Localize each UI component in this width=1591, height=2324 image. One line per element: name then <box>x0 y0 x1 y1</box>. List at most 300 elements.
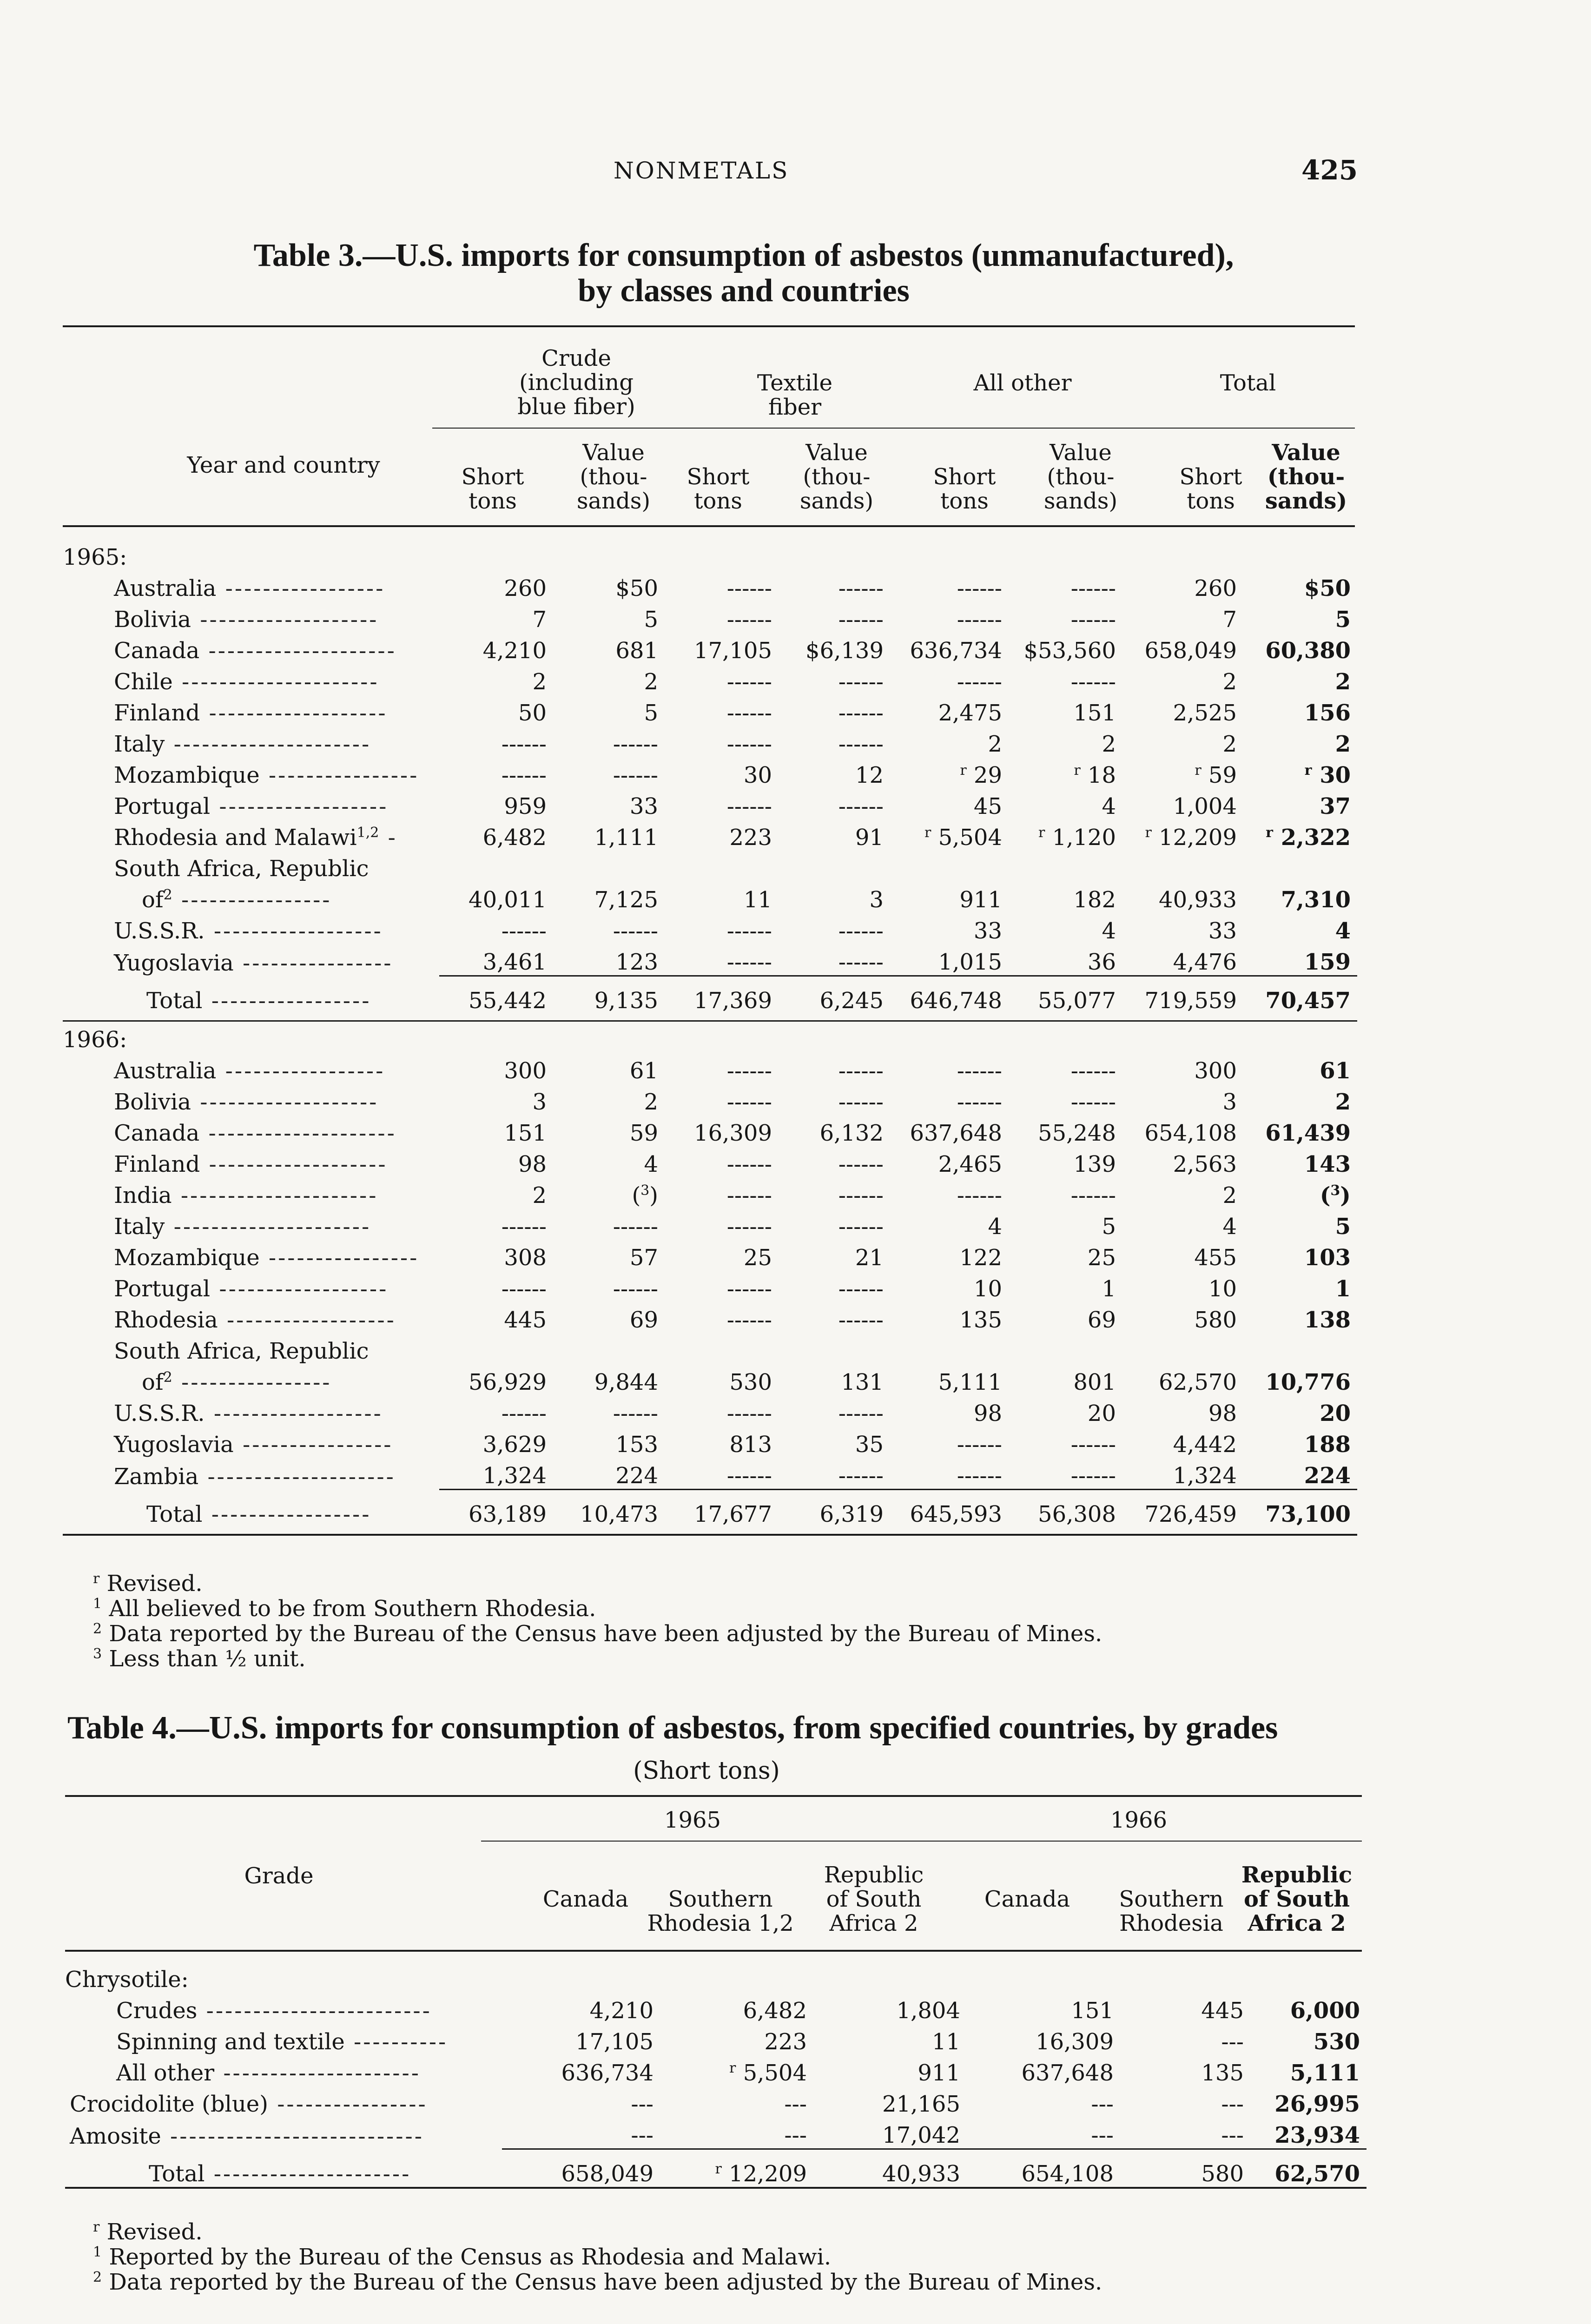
cell: ------ <box>1070 1089 1116 1115</box>
table3-title-line1: Table 3.—U.S. imports for consumption of asbestos (unmanufactured), <box>253 238 1234 273</box>
country-name: Finland <box>114 700 200 726</box>
cell <box>1122 757 1243 788</box>
cell: 308 <box>504 1245 547 1271</box>
cell <box>1122 819 1243 851</box>
total-cell: 719,559 <box>1122 976 1243 1014</box>
cell-number: 30 <box>1320 762 1351 788</box>
country-label <box>63 788 439 819</box>
country-label <box>63 633 439 664</box>
table-row <box>65 1993 1367 2024</box>
leader-dots: --------------------- <box>165 731 371 757</box>
table-row-continued <box>63 1333 1357 1364</box>
empty-cell <box>1009 1021 1122 1053</box>
cell: 56,929 <box>469 1369 547 1395</box>
cell: 2 <box>988 731 1002 757</box>
cell: 260 <box>504 575 547 601</box>
cell: 61 <box>629 1058 658 1084</box>
revised-mark: r <box>729 2060 736 2076</box>
cell: ------ <box>613 762 658 788</box>
cell: ------ <box>726 700 772 726</box>
total-cell: 646,748 <box>890 976 1009 1014</box>
country-label <box>63 1177 439 1208</box>
cell: 16,309 <box>694 1120 772 1146</box>
leader-dots: ------------------- <box>191 607 379 633</box>
country-label <box>63 664 439 695</box>
country-name: Australia <box>114 1058 217 1084</box>
leader-dots: ---------------- <box>172 1369 332 1395</box>
table-row <box>65 2086 1367 2117</box>
country-label <box>63 601 439 633</box>
country-name: Bolivia <box>114 607 191 633</box>
footnote-line <box>93 1596 1102 1621</box>
cell: 122 <box>959 1245 1002 1271</box>
cell: 98 <box>1208 1400 1237 1426</box>
leader-dots: -------------------- <box>199 638 396 664</box>
cell: 2,525 <box>1173 700 1237 726</box>
country-label <box>63 851 439 882</box>
cell: 35 <box>855 1432 884 1458</box>
leader-dots: ---------------- <box>268 2091 428 2117</box>
cell: ------ <box>726 575 772 601</box>
table3-title <box>139 238 1348 309</box>
leader-dots: -------------------- <box>199 1120 396 1146</box>
leader-dots: ----------------- <box>202 988 371 1014</box>
table3-footnotes <box>93 1571 1102 1671</box>
cell: ------ <box>838 1151 884 1177</box>
country-name: Finland <box>114 1151 200 1177</box>
leader-dots: --------------------- <box>172 1182 378 1208</box>
footnote-text: Data reported by the Bureau of the Census have been adjusted by the Bureau of Mines. <box>109 2269 1102 2295</box>
empty-cell <box>890 1021 1009 1053</box>
table3-title-line2: by classes and countries <box>578 273 910 309</box>
t4-header-1965: 1965 <box>664 1807 721 1833</box>
cell: ------ <box>838 1307 884 1333</box>
footnote-line <box>93 2219 1102 2245</box>
t4-header-canada-1965: Canada <box>542 1886 629 1912</box>
total-cell: 73,100 <box>1243 1490 1357 1528</box>
cell: ------ <box>726 1276 772 1302</box>
footnote-line <box>93 2245 1102 2270</box>
footnote-mark: 2 <box>93 2269 102 2285</box>
grade-label <box>65 2117 502 2149</box>
total-label <box>63 1490 439 1528</box>
cell: 1 <box>1102 1276 1116 1302</box>
cell: 2 <box>1335 669 1351 695</box>
cell: 445 <box>1201 1998 1244 2024</box>
cell: 2 <box>532 1182 547 1208</box>
year-row <box>63 539 1357 570</box>
footnote-text: Revised. <box>106 1571 203 1597</box>
table-row <box>63 1084 1357 1115</box>
cell: ------ <box>1070 1432 1116 1458</box>
cell: 4 <box>1222 1214 1237 1240</box>
total-cell: 62,570 <box>1250 2149 1367 2188</box>
leader-dots: - <box>379 825 397 851</box>
cell: 159 <box>1304 949 1351 975</box>
total-cell: 726,459 <box>1122 1490 1243 1528</box>
cell: 25 <box>1087 1245 1116 1271</box>
cell: ------ <box>726 607 772 633</box>
cell: 5,111 <box>938 1369 1002 1395</box>
cell: 91 <box>855 825 884 851</box>
grade-name: Spinning and textile <box>116 2029 345 2055</box>
cell: ------ <box>501 762 547 788</box>
leader-dots: --------------------- <box>165 1214 371 1240</box>
grade-label <box>65 1993 502 2024</box>
cell: 223 <box>729 825 772 851</box>
cell: ($^3$) <box>1320 1182 1351 1208</box>
leader-dots: ---------- <box>344 2029 448 2055</box>
cell: 6,482 <box>482 825 547 851</box>
table-row <box>63 1395 1357 1426</box>
cell: ------ <box>1070 575 1116 601</box>
footnote-mark: 3 <box>93 1646 102 1662</box>
cell: 69 <box>629 1307 658 1333</box>
cell: --- <box>1091 2122 1114 2148</box>
table-row <box>65 2117 1367 2149</box>
table-row <box>63 882 1357 913</box>
country-name: India <box>114 1182 172 1208</box>
cell: ------ <box>838 1276 884 1302</box>
cell: 60,380 <box>1265 638 1351 664</box>
cell: ------ <box>838 1182 884 1208</box>
table4-footnotes <box>93 2219 1102 2295</box>
cell: ------ <box>838 1058 884 1084</box>
cell: ------ <box>726 731 772 757</box>
cell: ------ <box>613 1214 658 1240</box>
cell: 98 <box>973 1400 1002 1426</box>
grade-label <box>65 2086 502 2117</box>
cell: ------ <box>501 1276 547 1302</box>
leader-dots: ------------------- <box>191 1089 379 1115</box>
cell: ------ <box>1070 669 1116 695</box>
cell: ------ <box>1070 607 1116 633</box>
cell: --- <box>784 2122 807 2148</box>
cell: 6,000 <box>1290 1998 1360 2024</box>
empty-cell <box>553 539 665 570</box>
cell: 4 <box>1102 918 1116 944</box>
country-label <box>63 695 439 726</box>
table4-header-bottom-rule <box>65 1950 1362 1952</box>
cell: 5 <box>1335 1214 1351 1240</box>
cell: 636,734 <box>561 2060 654 2086</box>
cell-number: 18 <box>1087 762 1116 788</box>
cell: 300 <box>1194 1058 1237 1084</box>
revised-mark: r <box>1038 825 1045 841</box>
cell: 135 <box>1201 2060 1244 2086</box>
country-cont: of <box>142 887 164 913</box>
total-row <box>63 976 1357 1014</box>
separator-cell <box>63 1527 1357 1535</box>
cell: 530 <box>729 1369 772 1395</box>
country-name: Canada <box>114 1120 200 1146</box>
cell: ------ <box>838 731 884 757</box>
empty-cell <box>1243 1333 1357 1364</box>
empty-cell <box>665 851 779 882</box>
page-number: 425 <box>1301 154 1358 186</box>
country-name: South Africa, Republic <box>114 1338 369 1364</box>
footnote-text: All believed to be from Southern Rhodesia. <box>109 1596 596 1622</box>
table3-top-rule <box>63 325 1355 327</box>
cell: 6,132 <box>819 1120 884 1146</box>
t3-header-total: Total <box>1220 370 1276 396</box>
cell: 530 <box>1313 2029 1360 2055</box>
cell: ------ <box>726 1089 772 1115</box>
country-label <box>63 1458 439 1490</box>
cell: ------ <box>957 1182 1002 1208</box>
footnote-mark: 2 <box>93 1621 102 1637</box>
footnote-ref: 1,2 <box>356 825 379 841</box>
cell: 10 <box>1208 1276 1237 1302</box>
cell: 5,111 <box>1290 2060 1360 2086</box>
cell <box>890 819 1009 851</box>
country-label <box>63 819 439 851</box>
cell: 10,776 <box>1265 1369 1351 1395</box>
cell: 33 <box>629 793 658 819</box>
country-label <box>63 1115 439 1146</box>
cell: 3 <box>1222 1089 1237 1115</box>
country-name: Chile <box>114 669 173 695</box>
cell: --- <box>1091 2091 1114 2117</box>
revised-mark: r <box>1195 762 1202 779</box>
revised-mark: r <box>1266 825 1273 841</box>
revised-mark: r <box>1304 762 1312 779</box>
total-cell: 6,319 <box>779 1490 890 1528</box>
empty-cell <box>439 1021 553 1053</box>
t4-header-grade: Grade <box>244 1863 314 1889</box>
cell: 7 <box>1222 607 1237 633</box>
cell: 3,461 <box>482 949 547 975</box>
grade-label <box>65 2055 502 2086</box>
t3-sub-short-tons-3: Short tons <box>933 464 996 514</box>
cell: 2 <box>1335 731 1351 757</box>
group-row <box>65 1961 1367 1993</box>
cell: ------ <box>1070 1058 1116 1084</box>
empty-cell <box>439 851 553 882</box>
cell: 636,734 <box>910 638 1002 664</box>
t3-header-crude: Crude (including blue fiber) <box>517 345 635 420</box>
cell: 57 <box>629 1245 658 1271</box>
cell: 2 <box>532 669 547 695</box>
empty-cell <box>1243 1021 1357 1053</box>
empty-cell <box>890 851 1009 882</box>
cell: 637,648 <box>1021 2060 1114 2086</box>
cell: 103 <box>1304 1245 1351 1271</box>
t4-header-rhodesia-1966: Southern Rhodesia <box>1119 1886 1224 1936</box>
country-label <box>63 1240 439 1271</box>
country-label <box>63 944 439 976</box>
cell-number: 12,209 <box>729 2161 807 2187</box>
revised-mark: r <box>1145 825 1152 841</box>
footnote-mark: 1 <box>93 1596 102 1612</box>
empty-cell <box>779 539 890 570</box>
country-label <box>63 1208 439 1240</box>
cell: 33 <box>973 918 1002 944</box>
t3-header-textile: Textile fiber <box>757 370 833 420</box>
table-row <box>63 913 1357 944</box>
cell: 5 <box>1335 607 1351 633</box>
grade-name: Amosite <box>70 2123 161 2149</box>
table-row <box>63 1458 1357 1490</box>
cell: 2,563 <box>1173 1151 1237 1177</box>
empty-cell <box>1122 539 1243 570</box>
leader-dots: --------------------- <box>205 2161 411 2187</box>
cell: 300 <box>504 1058 547 1084</box>
country-label <box>63 1084 439 1115</box>
empty-cell <box>967 1961 1120 1993</box>
t3-sub-short-tons-4: Short tons <box>1179 464 1242 514</box>
t3-sub-short-tons-1: Short tons <box>461 464 524 514</box>
cell: 40,933 <box>1159 887 1237 913</box>
cell: 33 <box>1208 918 1237 944</box>
cell: ------ <box>726 1214 772 1240</box>
table-row <box>63 1302 1357 1333</box>
cell: ------ <box>957 575 1002 601</box>
empty-cell <box>1243 851 1357 882</box>
footnote-text: Less than ½ unit. <box>109 1646 306 1672</box>
empty-cell <box>553 1333 665 1364</box>
cell: 50 <box>518 700 547 726</box>
cell: 5 <box>644 607 658 633</box>
cell: 3 <box>869 887 884 913</box>
country-label <box>63 1395 439 1426</box>
cell: 12 <box>855 762 884 788</box>
empty-cell <box>1122 1333 1243 1364</box>
total-text: Total <box>149 2161 205 2187</box>
cell: 2 <box>644 669 658 695</box>
total-cell: 580 <box>1120 2149 1250 2188</box>
year-label: 1965: <box>63 544 127 570</box>
table-row-continued <box>63 851 1357 882</box>
footnote-mark: r <box>93 1571 100 1587</box>
cell: 801 <box>1073 1369 1116 1395</box>
cell-number: 1,120 <box>1052 825 1116 851</box>
grade-name: Crocidolite (blue) <box>70 2091 268 2117</box>
cell: 40,011 <box>469 887 547 913</box>
t3-sub-short-tons-2: Short tons <box>687 464 750 514</box>
table-row <box>63 695 1357 726</box>
table-row <box>63 1364 1357 1395</box>
total-row <box>63 1490 1357 1528</box>
cell: ------ <box>838 1214 884 1240</box>
total-cell: 55,077 <box>1009 976 1122 1014</box>
t3-sub-value-3: Value (thou- sands) <box>1043 440 1118 514</box>
total-cell: 55,442 <box>439 976 553 1014</box>
cell-number: 12,209 <box>1159 825 1237 851</box>
cell: 21 <box>855 1245 884 1271</box>
cell: ------ <box>957 669 1002 695</box>
cell: ------ <box>957 1463 1002 1489</box>
cell: 62,570 <box>1159 1369 1237 1395</box>
total-label <box>65 2149 502 2188</box>
total-cell: 70,457 <box>1243 976 1357 1014</box>
country-name: South Africa, Republic <box>114 856 369 882</box>
cell: 59 <box>629 1120 658 1146</box>
cell: 143 <box>1304 1151 1351 1177</box>
total-cell: 9,135 <box>553 976 665 1014</box>
table3-body <box>63 539 1357 1535</box>
empty-cell <box>1009 851 1122 882</box>
total-cell: 17,369 <box>665 976 779 1014</box>
total-label <box>63 976 439 1014</box>
cell: ------ <box>838 918 884 944</box>
cell: 188 <box>1304 1432 1351 1458</box>
cell: ------ <box>726 918 772 944</box>
cell: ------ <box>726 669 772 695</box>
country-label <box>63 757 439 788</box>
t4-header-southafrica-1965: Republic of South Africa 2 <box>824 1862 924 1936</box>
t4-header-canada-1966: Canada <box>984 1886 1070 1912</box>
cell: ------ <box>957 1089 1002 1115</box>
cell: ------ <box>838 700 884 726</box>
country-name: Mozambique <box>114 762 260 788</box>
cell: 139 <box>1073 1151 1116 1177</box>
leader-dots: ------------------------ <box>197 1998 432 2024</box>
cell: 4,476 <box>1173 949 1237 975</box>
cell: ------ <box>838 669 884 695</box>
cell: ------ <box>838 949 884 975</box>
section-separator <box>63 1014 1357 1021</box>
table-row <box>63 1426 1357 1458</box>
revised-mark: r <box>1074 762 1081 779</box>
leader-dots: ------------------- <box>200 1151 388 1177</box>
revised-mark: r <box>924 825 931 841</box>
cell: ------ <box>501 731 547 757</box>
table3 <box>63 539 1357 1536</box>
empty-cell <box>439 1333 553 1364</box>
cell: --- <box>631 2122 654 2148</box>
cell: 151 <box>1071 1998 1114 2024</box>
cell: ------ <box>1070 1182 1116 1208</box>
cell: 6,482 <box>743 1998 807 2024</box>
footnote-line <box>93 1621 1102 1646</box>
empty-cell <box>779 1021 890 1053</box>
country-name: U.S.S.R. <box>114 1400 205 1426</box>
cell: 1 <box>1335 1276 1351 1302</box>
empty-cell <box>502 1961 660 1993</box>
cell: 654,108 <box>1144 1120 1237 1146</box>
cell: $53,560 <box>1023 638 1116 664</box>
table4-title: Table 4.—U.S. imports for consumption of asbestos, from specified countries, by grades <box>67 1710 1278 1746</box>
total-text: Total <box>146 988 203 1014</box>
total-cell: 658,049 <box>502 2149 660 2188</box>
total-cell: 17,677 <box>665 1490 779 1528</box>
cell: 1,324 <box>1173 1463 1237 1489</box>
footnote-ref: 2 <box>163 1369 172 1386</box>
t3-sub-value-2: Value (thou- sands) <box>799 440 874 514</box>
cell: 2,465 <box>938 1151 1002 1177</box>
t4-header-southafrica-1966: Republic of South Africa 2 <box>1241 1862 1353 1936</box>
cell: ------ <box>501 918 547 944</box>
leader-dots: ---------------- <box>259 1245 419 1271</box>
cell: 4,442 <box>1173 1432 1237 1458</box>
cell: ------ <box>726 1182 772 1208</box>
cell-number: 5,504 <box>938 825 1002 851</box>
cell: 1,804 <box>896 1998 960 2024</box>
cell: 5 <box>644 700 658 726</box>
cell: 25 <box>743 1245 772 1271</box>
cell: ------ <box>613 918 658 944</box>
cell: 17,042 <box>882 2122 960 2148</box>
cell: 7,310 <box>1281 887 1351 913</box>
total-cell: 645,593 <box>890 1490 1009 1528</box>
cell <box>1243 757 1357 788</box>
cell: 959 <box>504 793 547 819</box>
empty-cell <box>1009 539 1122 570</box>
country-label <box>63 726 439 757</box>
footnote-mark: r <box>93 2219 100 2235</box>
country-name: Portugal <box>114 793 211 819</box>
